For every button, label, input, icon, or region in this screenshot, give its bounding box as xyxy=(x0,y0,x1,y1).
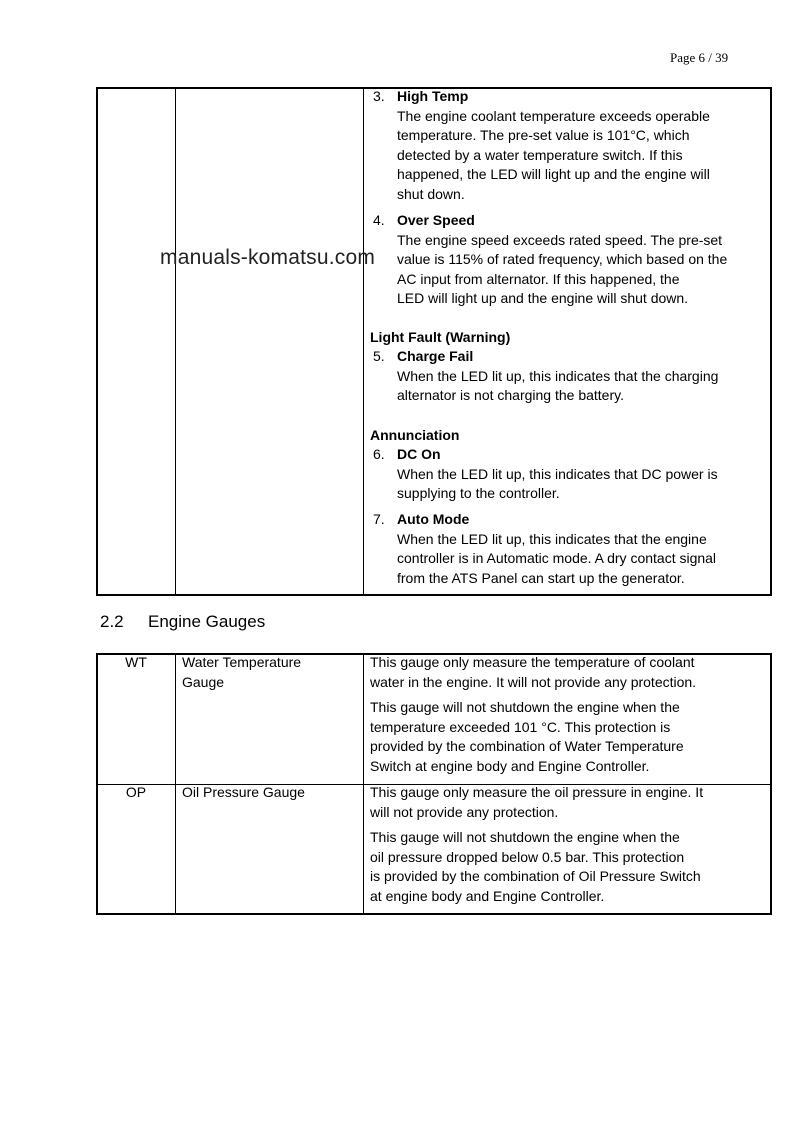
gauge-name-line: Water Temperature xyxy=(182,654,302,670)
desc-line: Switch at engine body and Engine Controller. xyxy=(370,757,650,774)
desc-line: will not provide any protection. xyxy=(370,803,559,820)
item-line: The engine coolant temperature exceeds operable xyxy=(397,107,710,124)
desc-line: This gauge only measure the oil pressure in engine. It xyxy=(370,784,704,800)
item-number: 3. xyxy=(373,88,385,104)
list-item xyxy=(397,211,727,309)
item-line: LED will light up and the engine will shut down. xyxy=(397,290,689,307)
gauge-code: OP xyxy=(125,784,147,800)
item-number: 4. xyxy=(373,212,385,228)
list-item xyxy=(397,510,716,588)
column-divider xyxy=(363,89,364,594)
item-line: When the LED lit up, this indicates that DC power is xyxy=(397,465,718,482)
item-line: When the LED lit up, this indicates that the charging xyxy=(397,367,719,384)
gauge-description xyxy=(370,653,696,692)
gauge-code: WT xyxy=(125,654,147,670)
gauge-description xyxy=(370,783,703,822)
item-title: High Temp xyxy=(397,88,469,104)
group-heading: Light Fault (Warning) xyxy=(370,329,511,345)
gauge-name xyxy=(182,653,301,692)
item-title: Auto Mode xyxy=(397,511,470,527)
item-line: When the LED lit up, this indicates that the engine xyxy=(397,530,707,547)
item-line: The engine speed exceeds rated speed. The pre-set xyxy=(397,231,723,248)
column-divider xyxy=(175,89,176,594)
item-line: alternator is not charging the battery. xyxy=(397,387,624,404)
desc-line: provided by the combination of Water Temperature xyxy=(370,738,684,755)
item-line: controller is in Automatic mode. A dry contact signal xyxy=(397,550,717,567)
list-item xyxy=(397,347,718,406)
desc-line: at engine body and Engine Controller. xyxy=(370,887,605,904)
desc-line: is provided by the combination of Oil Pressure Switch xyxy=(370,868,701,885)
item-number: 7. xyxy=(373,511,385,527)
item-number: 5. xyxy=(373,348,385,364)
item-line: from the ATS Panel can start up the generator. xyxy=(397,569,685,586)
gauge-name-line: Gauge xyxy=(182,673,225,690)
item-line: value is 115% of rated frequency, which based on the xyxy=(397,251,728,268)
item-line: supplying to the controller. xyxy=(397,485,560,502)
desc-line: oil pressure dropped below 0.5 bar. This protection xyxy=(370,848,685,865)
item-line: happened, the LED will light up and the engine will xyxy=(397,166,710,183)
section-title: Engine Gauges xyxy=(148,612,266,631)
gauge-description xyxy=(370,698,684,776)
page-number: Page 6 / 39 xyxy=(670,50,729,65)
item-title: Charge Fail xyxy=(397,348,474,364)
item-title: DC On xyxy=(397,446,441,462)
gauge-name-line: Oil Pressure Gauge xyxy=(182,784,305,800)
group-heading: Annunciation xyxy=(370,427,460,443)
list-item xyxy=(397,87,710,205)
item-number: 6. xyxy=(373,446,385,462)
desc-line: This gauge only measure the temperature of coolant xyxy=(370,654,695,670)
item-line: shut down. xyxy=(397,185,465,202)
watermark: manuals-komatsu.com xyxy=(160,246,376,269)
desc-line: temperature exceeded 101 °C. This protection is xyxy=(370,718,671,735)
item-title: Over Speed xyxy=(397,212,475,228)
desc-line: water in the engine. It will not provide any protection. xyxy=(370,673,697,690)
desc-line: This gauge will not shutdown the engine when the xyxy=(370,699,680,715)
list-item xyxy=(397,445,718,504)
gauge-description xyxy=(370,828,701,906)
gauge-name xyxy=(182,783,305,803)
item-line: detected by a water temperature switch. If this xyxy=(397,146,683,163)
section-number: 2.2 xyxy=(100,612,124,631)
desc-line: This gauge will not shutdown the engine when the xyxy=(370,829,680,845)
item-line: AC input from alternator. If this happened, the xyxy=(397,270,680,287)
item-line: temperature. The pre-set value is 101°C, which xyxy=(397,127,690,144)
